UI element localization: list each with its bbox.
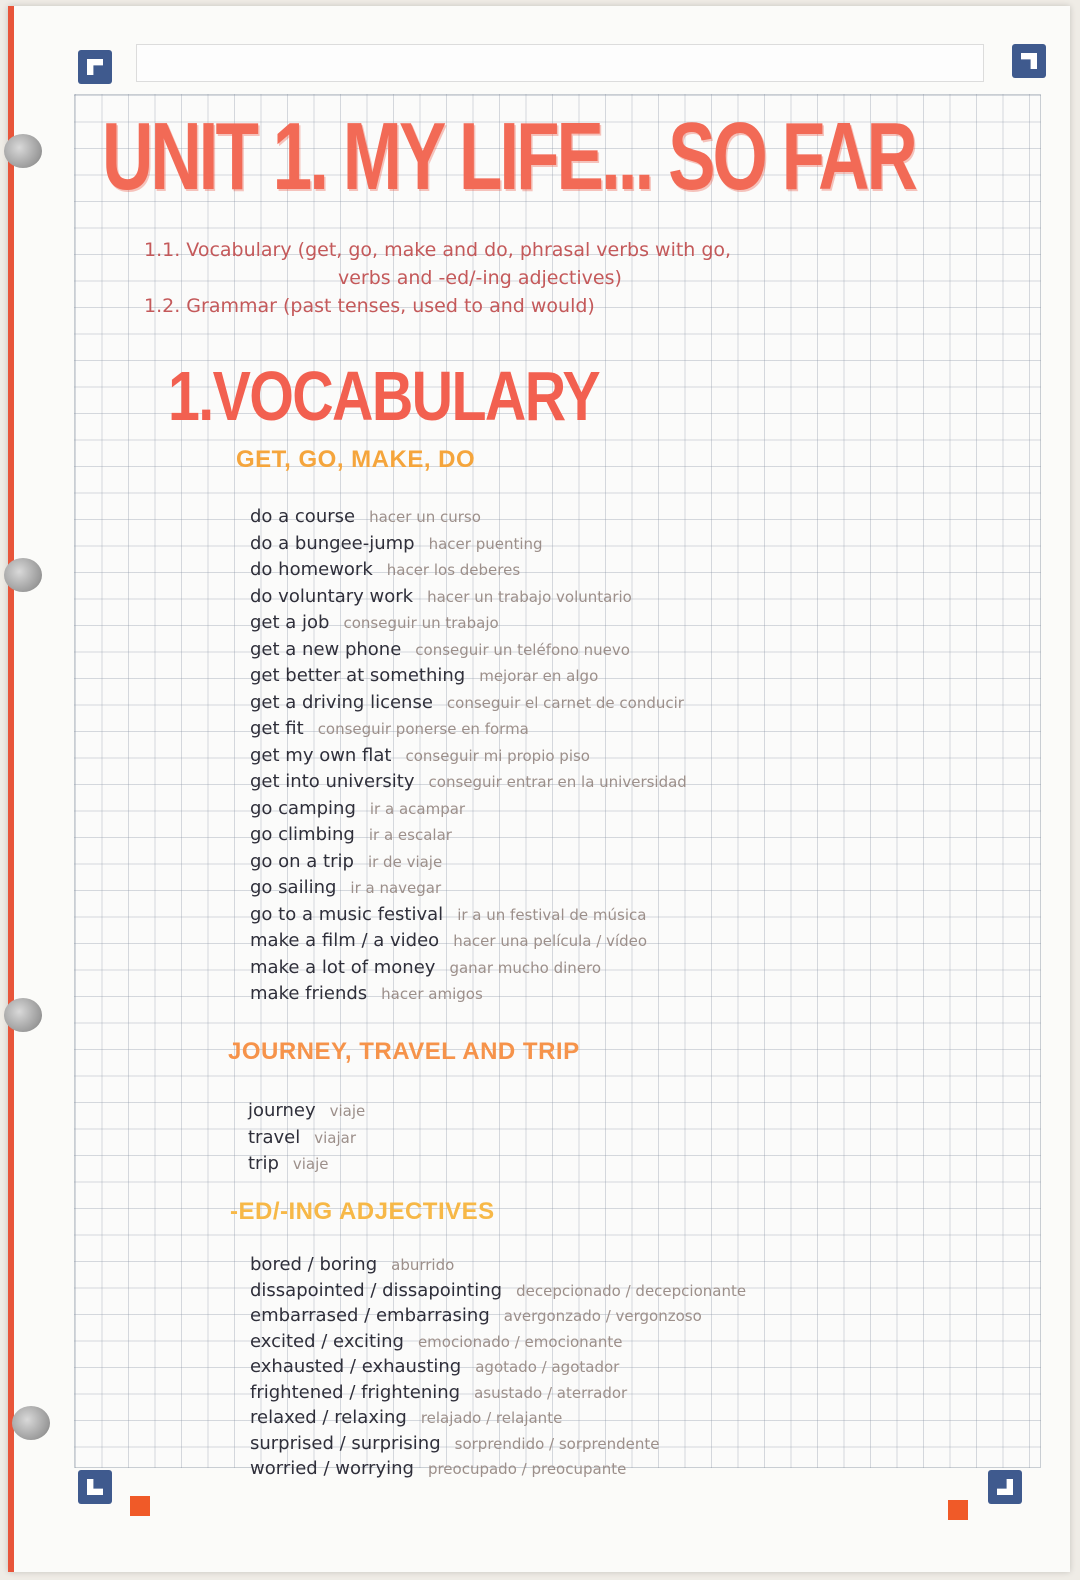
vocab-item bbox=[250, 849, 687, 876]
vocab-item bbox=[250, 1329, 746, 1355]
vocab-term: get better at something bbox=[250, 665, 466, 686]
vocab-term: get fit bbox=[250, 718, 304, 739]
notebook-page bbox=[8, 6, 1070, 1572]
vocab-item bbox=[250, 716, 687, 743]
vocab-term: worried / worrying bbox=[250, 1458, 414, 1479]
vocab-item bbox=[250, 637, 687, 664]
vocab-item bbox=[250, 557, 687, 584]
vocab-list-journey-travel-trip bbox=[248, 1098, 365, 1178]
vocab-item bbox=[250, 1354, 746, 1380]
vocab-translation: ganar mucho dinero bbox=[449, 958, 602, 977]
top-left-corner-icon bbox=[78, 50, 112, 84]
vocab-translation: conseguir ponerse en forma bbox=[317, 720, 529, 738]
vocab-term: make a film / a video bbox=[250, 930, 440, 951]
vocab-term: do homework bbox=[250, 559, 373, 580]
vocab-translation: ir a navegar bbox=[350, 879, 442, 897]
binder-hole bbox=[4, 998, 42, 1032]
vocab-translation: hacer puenting bbox=[428, 534, 543, 553]
vocab-translation: hacer los deberes bbox=[386, 561, 521, 579]
table-of-contents bbox=[144, 236, 924, 320]
vocab-translation: hacer una película / vídeo bbox=[453, 932, 648, 950]
vocab-item bbox=[250, 928, 687, 955]
vocab-term: relaxed / relaxing bbox=[250, 1407, 407, 1428]
vocab-term: dissapointed / dissapointing bbox=[250, 1279, 503, 1301]
vocab-term: exhausted / exhausting bbox=[250, 1356, 462, 1377]
vocab-term: travel bbox=[248, 1126, 301, 1148]
vocab-term: go to a music festival bbox=[250, 903, 444, 925]
vocab-translation: conseguir un trabajo bbox=[343, 614, 499, 632]
vocab-translation: asustado / aterrador bbox=[474, 1383, 628, 1402]
binder-hole bbox=[4, 558, 42, 592]
vocab-translation: mejorar en algo bbox=[479, 667, 599, 685]
vocab-term: get a driving license bbox=[250, 691, 433, 713]
binder-hole bbox=[4, 134, 42, 168]
vocab-item bbox=[250, 504, 687, 531]
toc-item-vocabulary-continued: verbs and -ed/-ing adjectives) bbox=[338, 267, 622, 289]
vocab-term: go on a trip bbox=[250, 850, 354, 872]
vocab-term: make friends bbox=[250, 983, 368, 1004]
vocab-term: get a job bbox=[250, 612, 330, 633]
vocab-translation: conseguir el carnet de conducir bbox=[446, 693, 684, 712]
vocab-translation: emocionado / emocionante bbox=[417, 1332, 623, 1351]
vocab-item bbox=[250, 663, 687, 690]
bottom-left-corner-icon bbox=[78, 1470, 112, 1504]
header-box bbox=[136, 44, 984, 82]
vocab-item bbox=[250, 584, 687, 611]
vocab-item bbox=[250, 822, 687, 849]
vocab-term: go climbing bbox=[250, 824, 355, 845]
vocab-translation: ir de viaje bbox=[367, 852, 443, 871]
vocab-item bbox=[250, 1380, 746, 1406]
vocab-translation: viajar bbox=[314, 1128, 356, 1147]
vocab-item bbox=[250, 796, 687, 823]
vocab-list-get-go-make-do bbox=[250, 504, 687, 1008]
vocab-item bbox=[250, 955, 687, 982]
vocab-translation: relajado / relajante bbox=[420, 1409, 563, 1427]
vocab-term: make a lot of money bbox=[250, 956, 436, 978]
vocab-translation: viaje bbox=[292, 1155, 329, 1173]
vocab-translation: avergonzado / vergonzoso bbox=[503, 1307, 702, 1325]
vocab-translation: conseguir entrar en la universidad bbox=[428, 773, 687, 791]
vocab-item bbox=[250, 610, 687, 637]
bottom-right-corner-icon bbox=[988, 1470, 1022, 1504]
orange-square-marker bbox=[130, 1496, 150, 1516]
orange-square-marker bbox=[948, 1500, 968, 1520]
vocab-term: do voluntary work bbox=[250, 585, 414, 607]
vocab-term: frightened / frightening bbox=[250, 1381, 461, 1403]
page-edge-stripe bbox=[8, 6, 14, 1572]
vocab-translation: sorprendido / sorprendente bbox=[454, 1434, 660, 1453]
vocab-term: do a bungee-jump bbox=[250, 532, 415, 554]
vocab-translation: hacer un trabajo voluntario bbox=[427, 587, 632, 606]
vocab-term: bored / boring bbox=[250, 1254, 378, 1275]
vocab-translation: ir a un festival de música bbox=[457, 905, 647, 924]
vocab-item bbox=[250, 1303, 746, 1329]
subheading-journey-travel-trip: JOURNEY, TRAVEL AND TRIP bbox=[228, 1038, 580, 1065]
vocab-translation: decepcionado / decepcionante bbox=[516, 1281, 747, 1300]
top-right-corner-icon bbox=[1012, 44, 1046, 78]
vocab-term: get my own flat bbox=[250, 744, 392, 766]
vocab-term: get into university bbox=[250, 771, 415, 792]
vocab-item bbox=[250, 1252, 746, 1278]
vocab-item bbox=[250, 981, 687, 1008]
vocab-translation: aburrido bbox=[391, 1256, 455, 1274]
vocab-term: excited / exciting bbox=[250, 1330, 404, 1352]
vocab-translation: preocupado / preocupante bbox=[427, 1460, 627, 1478]
vocab-item bbox=[248, 1125, 365, 1152]
vocab-item bbox=[250, 1431, 746, 1457]
vocab-item bbox=[250, 531, 687, 558]
vocab-translation: conseguir un teléfono nuevo bbox=[415, 640, 630, 659]
vocab-item bbox=[250, 1278, 746, 1304]
vocab-item bbox=[248, 1151, 365, 1178]
vocab-translation: ir a escalar bbox=[368, 826, 452, 844]
vocab-translation: hacer un curso bbox=[369, 508, 481, 526]
vocab-term: go camping bbox=[250, 797, 356, 819]
vocab-term: trip bbox=[248, 1153, 279, 1174]
vocab-term: embarrased / embarrasing bbox=[250, 1305, 490, 1326]
vocab-item bbox=[250, 743, 687, 770]
binder-hole bbox=[12, 1406, 50, 1440]
vocab-term: surprised / surprising bbox=[250, 1432, 441, 1454]
vocab-translation: ir a acampar bbox=[369, 799, 466, 818]
vocab-item bbox=[250, 1405, 746, 1431]
vocab-translation: agotado / agotador bbox=[475, 1358, 620, 1376]
vocab-term: get a new phone bbox=[250, 638, 402, 660]
vocab-translation: hacer amigos bbox=[381, 985, 483, 1003]
vocab-item bbox=[250, 902, 687, 929]
vocab-item bbox=[248, 1098, 365, 1125]
vocab-term: journey bbox=[248, 1100, 316, 1121]
toc-item-vocabulary: 1.1. Vocabulary (get, go, make and do, phrasal verbs with go, bbox=[144, 239, 732, 261]
vocab-term: do a course bbox=[250, 506, 356, 527]
section-title: 1.VOCABULARY bbox=[168, 357, 600, 435]
vocab-item bbox=[250, 769, 687, 796]
vocab-item bbox=[250, 690, 687, 717]
page-title: UNIT 1. MY LIFE... SO FAR bbox=[102, 103, 915, 210]
vocab-item bbox=[250, 1456, 746, 1482]
vocab-translation: viaje bbox=[329, 1102, 366, 1120]
vocab-item bbox=[250, 875, 687, 902]
vocab-term: go sailing bbox=[250, 877, 337, 898]
subheading-get-go-make-do: GET, GO, MAKE, DO bbox=[236, 446, 476, 473]
subheading-ed-ing-adjectives: -ED/-ING ADJECTIVES bbox=[230, 1198, 495, 1225]
toc-item-grammar: 1.2. Grammar (past tenses, used to and would) bbox=[144, 295, 595, 317]
vocab-list-adjectives bbox=[250, 1252, 746, 1482]
vocab-translation: conseguir mi propio piso bbox=[405, 746, 590, 765]
